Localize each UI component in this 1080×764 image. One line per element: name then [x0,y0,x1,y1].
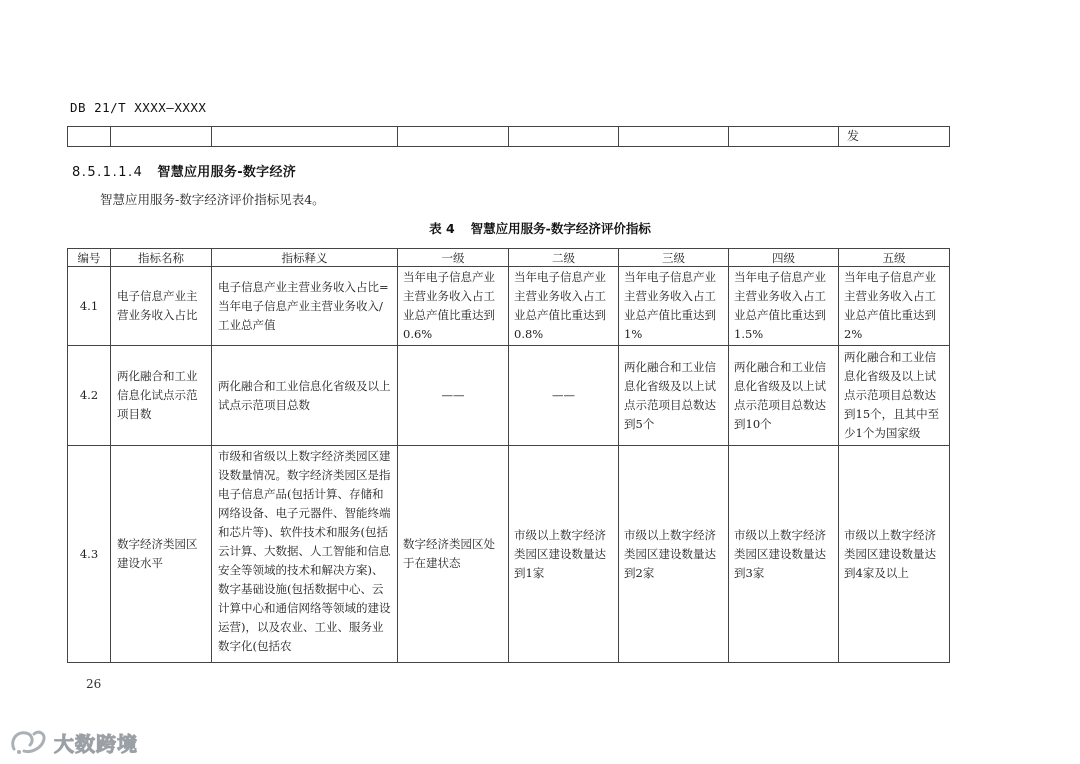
table-row [68,446,950,663]
cell [398,127,509,147]
indicator-table [67,248,950,663]
cell [111,127,212,147]
level-3-criterion: 两化融合和工业信息化省级及以上试点示范项目总数达到5个 [619,346,729,446]
cell: 发 [839,127,950,147]
watermark [8,727,138,757]
level-4-criterion: 市级以上数字经济类园区建设数量达到3家 [729,446,839,663]
level-3-criterion: 市级以上数字经济类园区建设数量达到2家 [619,446,729,663]
indicator-description: 电子信息产业主营业务收入占比=当年电子信息产业主营业务收入/工业总产值 [212,267,398,346]
cell [212,127,398,147]
table-caption [0,219,1080,237]
indicator-name: 两化融合和工业信息化试点示范项目数 [111,346,212,446]
indicator-name: 电子信息产业主营业务收入占比 [111,267,212,346]
indicator-name: 数字经济类园区建设水平 [111,446,212,663]
header-cell: 三级 [619,249,729,267]
level-4-criterion: 当年电子信息产业主营业务收入占工业总产值比重达到1.5% [729,267,839,346]
level-4-criterion: 两化融合和工业信息化省级及以上试点示范项目总数达到10个 [729,346,839,446]
cell [619,127,729,147]
brand-logo-icon [8,727,48,757]
section-title: 智慧应用服务-数字经济 [157,165,297,180]
continuation-table [67,126,950,147]
header-cell: 指标释义 [212,249,398,267]
table-row [68,267,950,346]
header-cell: 编号 [68,249,111,267]
row-id: 4.1 [68,267,111,346]
level-2-criterion: —— [509,346,619,446]
document-code: DB 21/T XXXX—XXXX [70,100,207,115]
level-3-criterion: 当年电子信息产业主营业务收入占工业总产值比重达到1% [619,267,729,346]
header-cell: 五级 [839,249,950,267]
indicator-description: 两化融合和工业信息化省级及以上试点示范项目总数 [212,346,398,446]
level-5-criterion: 市级以上数字经济类园区建设数量达到4家及以上 [839,446,950,663]
continuation-row [68,127,950,147]
level-2-criterion: 当年电子信息产业主营业务收入占工业总产值比重达到0.8% [509,267,619,346]
row-id: 4.2 [68,346,111,446]
level-5-criterion: 两化融合和工业信息化省级及以上试点示范项目总数达到15个，且其中至少1个为国家级 [839,346,950,446]
indicator-description: 市级和省级以上数字经济类园区建设数量情况。数字经济类园区是指电子信息产品(包括计算、存储和网络设备、电子元器件、智能终端和芯片等)、软件技术和服务(包括云计算、大数据、人工智能和信息安全等领域的技术和解决方案)、数字基础设施(包括数据中心、云计算中心和通信网络等领域的建设运营)，以及农业、工业、服务业 数字化(包括农 [212,446,398,663]
table-caption-title: 智慧应用服务-数字经济评价指标 [470,221,651,236]
section-heading [72,161,296,180]
level-1-criterion: 当年电子信息产业主营业务收入占工业总产值比重达到0.6% [398,267,509,346]
row-id: 4.3 [68,446,111,663]
header-cell: 四级 [729,249,839,267]
header-cell: 指标名称 [111,249,212,267]
level-1-criterion: 数字经济类园区处于在建状态 [398,446,509,663]
watermark-text: 大数跨境 [54,731,138,756]
header-cell: 一级 [398,249,509,267]
level-5-criterion: 当年电子信息产业主营业务收入占工业总产值比重达到2% [839,267,950,346]
header-cell: 二级 [509,249,619,267]
table-row [68,346,950,446]
level-2-criterion: 市级以上数字经济类园区建设数量达到1家 [509,446,619,663]
table-caption-label: 表 4 [429,221,455,236]
cell [729,127,839,147]
level-1-criterion: —— [398,346,509,446]
section-intro: 智慧应用服务-数字经济评价指标见表4。 [100,192,325,207]
page-number: 26 [86,677,102,691]
cell [509,127,619,147]
cell [68,127,111,147]
table-header-row [68,249,950,267]
section-number: 8.5.1.1.4 [72,165,144,180]
